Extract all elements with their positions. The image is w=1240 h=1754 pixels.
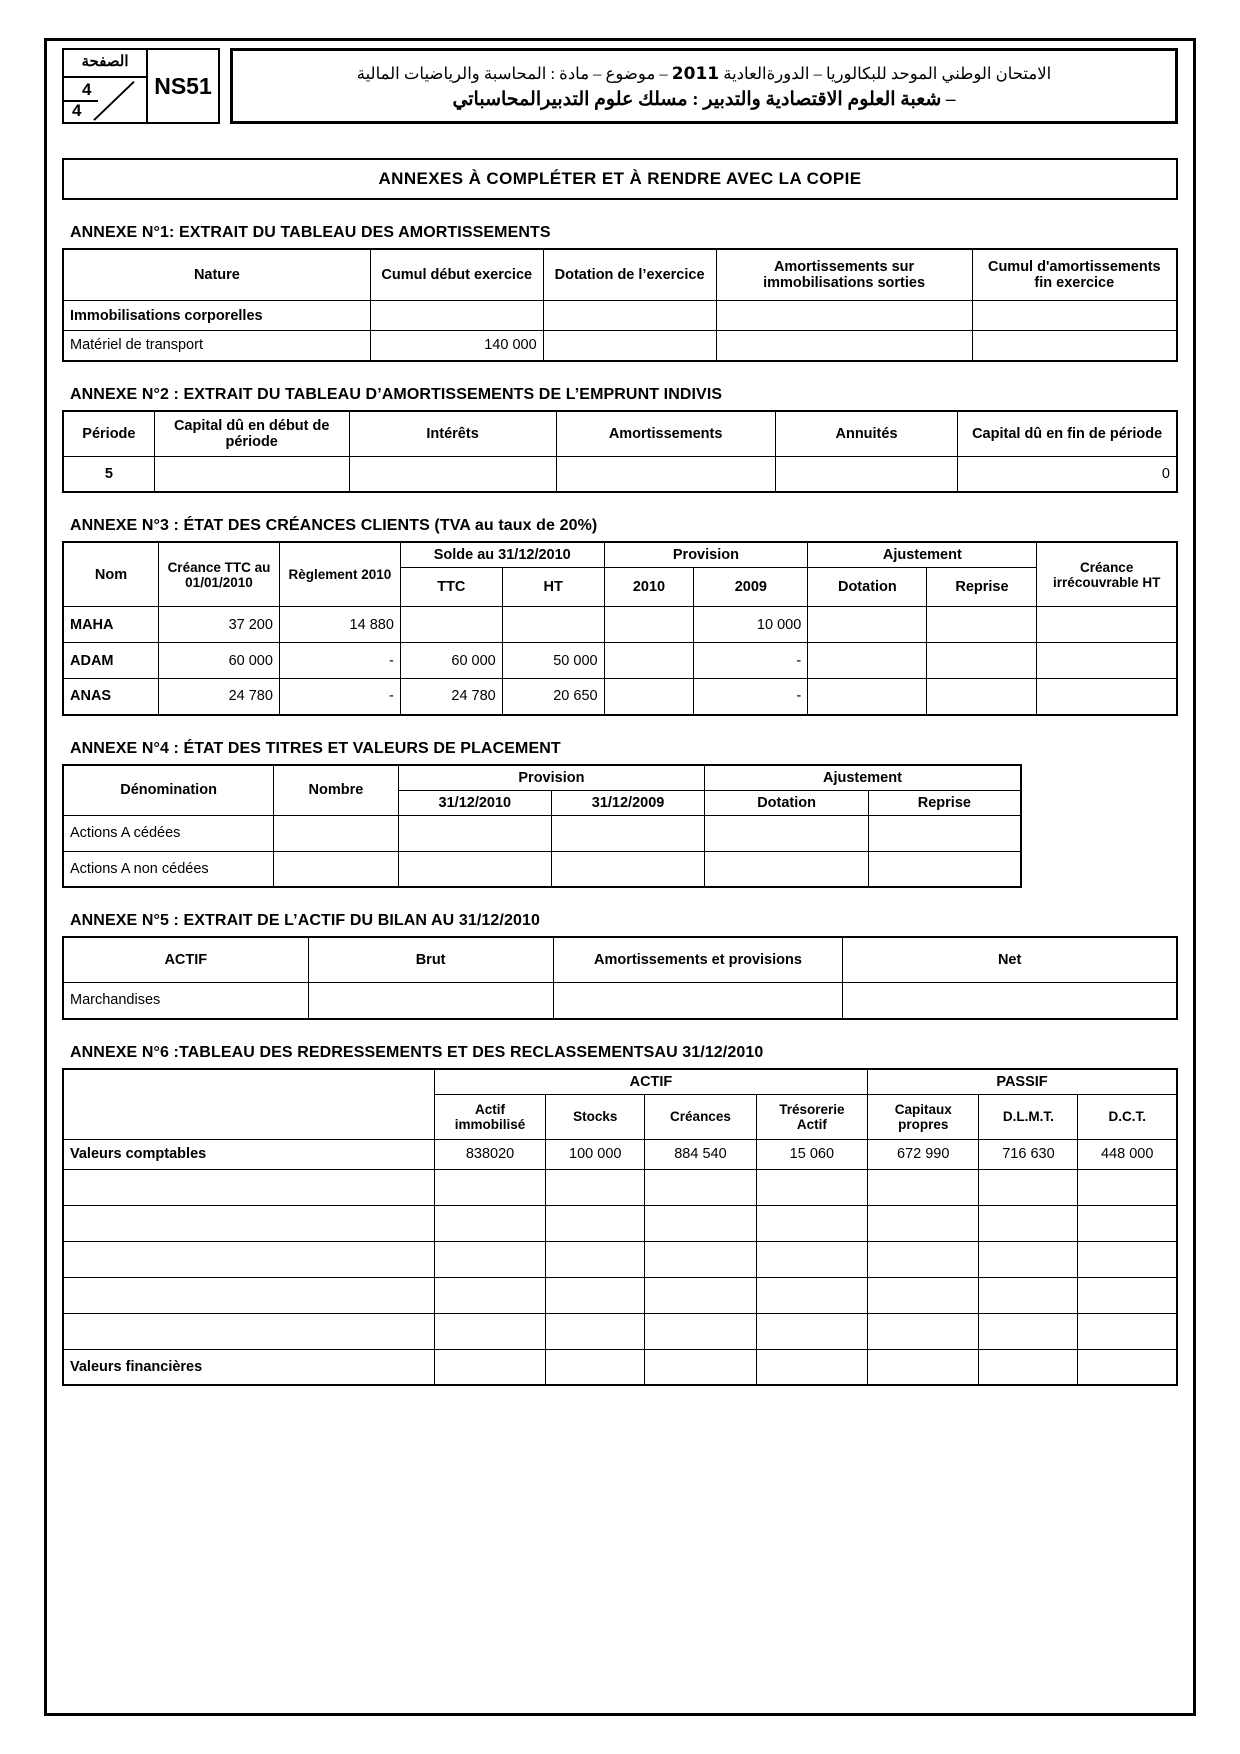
annex6-table	[62, 1068, 1178, 1387]
annex3-row2-dotation[interactable]	[808, 679, 927, 715]
annex6-row2-label[interactable]	[63, 1205, 434, 1241]
annex3-col-dotation: Dotation	[808, 568, 927, 607]
annex5-row0-brut[interactable]	[308, 983, 553, 1019]
annex2-row0-c4[interactable]	[775, 456, 958, 492]
annex6-row5-c5[interactable]	[979, 1313, 1078, 1349]
annex6-col-blank	[63, 1069, 434, 1140]
annex2-col-annuites: Annuités	[775, 411, 958, 457]
annex5-col-net: Net	[843, 937, 1177, 983]
annex3-col-ht: HT	[502, 568, 604, 607]
annex5-title: ANNEXE N°5 : EXTRAIT DE L’ACTIF DU BILAN AU 31/12/2010	[70, 912, 540, 929]
table-header-row	[63, 411, 1177, 457]
annex6-title: ANNEXE N°6 :TABLEAU DES REDRESSEMENTS ET DES RECLASSEMENTSAU 31/12/2010	[70, 1043, 764, 1061]
table-row	[63, 643, 1177, 679]
annex6-row4-c2[interactable]	[645, 1277, 756, 1313]
annex3-row0-ht[interactable]	[502, 607, 604, 643]
annex4-col-reprise: Reprise	[869, 790, 1021, 815]
annex6-row0-c4[interactable]: 672 990	[868, 1139, 979, 1169]
annex1-col-cumul-fin: Cumul d'amortissements fin exercice	[972, 249, 1177, 301]
table-header-row	[63, 765, 1021, 791]
annex6-row5-c1[interactable]	[546, 1313, 645, 1349]
page-current: 4	[82, 80, 92, 99]
annex6-row1-c3[interactable]	[756, 1169, 867, 1205]
annex6-row3-c5[interactable]	[979, 1241, 1078, 1277]
annex6-row3-c4[interactable]	[868, 1241, 979, 1277]
annex6-row6-c4[interactable]	[868, 1349, 979, 1385]
annex3-row2-creance[interactable]: 24 780	[158, 679, 279, 715]
annex1-col-cumul-debut: Cumul début exercice	[370, 249, 543, 301]
table-row	[63, 1349, 1177, 1385]
annex5-col-actif: ACTIF	[63, 937, 308, 983]
annex4-row0-reprise[interactable]	[869, 815, 1021, 851]
annex6-row1-c1[interactable]	[546, 1169, 645, 1205]
annex6-row0-c0[interactable]: 838020	[434, 1139, 545, 1169]
annex1-row1-nature: Matériel de transport	[63, 331, 370, 361]
annex3-row2-p2010[interactable]	[604, 679, 694, 715]
table-row	[63, 1313, 1177, 1349]
annex3-row0-reglement[interactable]: 14 880	[279, 607, 400, 643]
annex6-row4-c4[interactable]	[868, 1277, 979, 1313]
annex6-row0-label: Valeurs comptables	[63, 1139, 434, 1169]
annex5-col-brut: Brut	[308, 937, 553, 983]
annex3-row1-p2009[interactable]: -	[694, 643, 808, 679]
annex6-row0-c1[interactable]: 100 000	[546, 1139, 645, 1169]
annex6-row0-c6[interactable]: 448 000	[1078, 1139, 1177, 1169]
table-row	[63, 679, 1177, 715]
page-fraction	[64, 78, 146, 122]
annex4-row0-prov2009[interactable]	[551, 815, 704, 851]
annex6-row1-c4[interactable]	[868, 1169, 979, 1205]
annex2-col-amortissements: Amortissements	[556, 411, 775, 457]
annex3-col-2010: 2010	[604, 568, 694, 607]
annex2-row0-c3[interactable]	[556, 456, 775, 492]
table-row	[63, 331, 1177, 361]
annex6-row1-c6[interactable]	[1078, 1169, 1177, 1205]
annex3-col-solde: Solde au 31/12/2010	[400, 542, 604, 568]
annex6-row2-c4[interactable]	[868, 1205, 979, 1241]
annex3-row1-ttc[interactable]: 60 000	[400, 643, 502, 679]
annex3-row1-creance[interactable]: 60 000	[158, 643, 279, 679]
exam-year: 2011	[671, 63, 720, 84]
annex1-table	[62, 248, 1178, 362]
annex6-col-dlmt: D.L.M.T.	[979, 1094, 1078, 1139]
page-number-box	[62, 48, 148, 124]
annex2-col-interets: Intérêts	[349, 411, 556, 457]
annex6-group-passif: PASSIF	[868, 1069, 1177, 1095]
annex6-row0-c5[interactable]: 716 630	[979, 1139, 1078, 1169]
annex5-col-amort-prov: Amortissements et provisions	[553, 937, 843, 983]
table-row	[63, 607, 1177, 643]
document-header	[62, 48, 1178, 124]
annex3-row0-reprise[interactable]	[927, 607, 1037, 643]
annex1-col-nature: Nature	[63, 249, 370, 301]
annex5-table	[62, 936, 1178, 1020]
annex3-col-reglement: Règlement 2010	[279, 542, 400, 607]
annex6-row6-c6[interactable]	[1078, 1349, 1177, 1385]
table-row	[63, 815, 1021, 851]
annex4-row1-dotation[interactable]	[705, 851, 869, 887]
annex4-title: ANNEXE N°4 : ÉTAT DES TITRES ET VALEURS DE PLACEMENT	[70, 739, 561, 757]
annex3-col-reprise: Reprise	[927, 568, 1037, 607]
table-row	[63, 1241, 1177, 1277]
annex6-row1-c0[interactable]	[434, 1169, 545, 1205]
annex6-row2-c3[interactable]	[756, 1205, 867, 1241]
annex3-row1-dotation[interactable]	[808, 643, 927, 679]
annex4-row0-prov2010[interactable]	[398, 815, 551, 851]
annex4-col-provision: Provision	[398, 765, 704, 791]
annex6-row2-c5[interactable]	[979, 1205, 1078, 1241]
annex2-col-capital-debut: Capital dû en début de période	[154, 411, 349, 457]
annex6-row1-label[interactable]	[63, 1169, 434, 1205]
annex4-col-nombre: Nombre	[274, 765, 399, 816]
table-row	[63, 1277, 1177, 1313]
annex6-row4-c1[interactable]	[546, 1277, 645, 1313]
annex5-row0-amort[interactable]	[553, 983, 843, 1019]
annex6-row3-c0[interactable]	[434, 1241, 545, 1277]
annex3-col-creance-ttc: Créance TTC au 01/01/2010	[158, 542, 279, 607]
annex4-table	[62, 764, 1022, 889]
annex6-row4-label[interactable]	[63, 1277, 434, 1313]
annex2-row0-c1[interactable]	[154, 456, 349, 492]
annex4-col-denomination: Dénomination	[63, 765, 274, 816]
annex4-col-31122010: 31/12/2010	[398, 790, 551, 815]
annexes-banner: ANNEXES À COMPLÉTER ET À RENDRE AVEC LA COPIE	[62, 158, 1178, 200]
exam-code: NS51	[148, 48, 220, 124]
annex6-row1-c2[interactable]	[645, 1169, 756, 1205]
annex3-table	[62, 541, 1178, 716]
annex6-row0-c3[interactable]: 15 060	[756, 1139, 867, 1169]
annex3-row2-irrec[interactable]	[1037, 679, 1177, 715]
annex6-row1-c5[interactable]	[979, 1169, 1078, 1205]
annex3-row2-p2009[interactable]: -	[694, 679, 808, 715]
annex6-col-tresorerie-actif: Trésorerie Actif	[756, 1094, 867, 1139]
annex6-row4-c5[interactable]	[979, 1277, 1078, 1313]
annex1-row1-c2[interactable]	[543, 331, 716, 361]
annex6-row5-c6[interactable]	[1078, 1313, 1177, 1349]
annex4-row1-prov2009[interactable]	[551, 851, 704, 887]
annex6-row3-c2[interactable]	[645, 1241, 756, 1277]
annex1-row1-c4[interactable]	[972, 331, 1177, 361]
annex4-row1-prov2010[interactable]	[398, 851, 551, 887]
annex3-row2-reglement[interactable]: -	[279, 679, 400, 715]
table-row	[63, 456, 1177, 492]
annex6-row4-c6[interactable]	[1078, 1277, 1177, 1313]
annex4-col-ajustement: Ajustement	[705, 765, 1021, 791]
annex2-row0-periode: 5	[63, 456, 154, 492]
annex6-row2-c0[interactable]	[434, 1205, 545, 1241]
annex3-title: ANNEXE N°3 : ÉTAT DES CRÉANCES CLIENTS (TVA au taux de 20%)	[70, 517, 598, 534]
annex6-row6-c5[interactable]	[979, 1349, 1078, 1385]
table-row	[63, 1169, 1177, 1205]
page-label: الصفحة	[64, 50, 146, 78]
annex3-row2-nom: ANAS	[63, 679, 158, 715]
annex6-row5-c3[interactable]	[756, 1313, 867, 1349]
annex3-row0-p2010[interactable]	[604, 607, 694, 643]
annex1-col-dotation: Dotation de l’exercice	[543, 249, 716, 301]
annex4-row1-nombre[interactable]	[274, 851, 399, 887]
annex1-row0-c3[interactable]	[716, 301, 972, 331]
annex5-row0-label: Marchandises	[63, 983, 308, 1019]
annex3-row2-ht[interactable]: 20 650	[502, 679, 604, 715]
annex4-row0-label: Actions A cédées	[63, 815, 274, 851]
exam-title-line2: – شعبة العلوم الاقتصادية والتدبير : مسلك علوم التدبيرالمحاسباتي	[452, 88, 956, 110]
annex6-col-actif-immobilise: Actif immobilisé	[434, 1094, 545, 1139]
annex3-row1-ht[interactable]: 50 000	[502, 643, 604, 679]
annex6-group-actif: ACTIF	[434, 1069, 867, 1095]
annex6-row3-c3[interactable]	[756, 1241, 867, 1277]
annex2-row0-c2[interactable]	[349, 456, 556, 492]
annex3-row1-reglement[interactable]: -	[279, 643, 400, 679]
annex1-row0-c4[interactable]	[972, 301, 1177, 331]
table-header-row	[63, 1069, 1177, 1095]
table-row	[63, 1139, 1177, 1169]
annex1-row1-c1[interactable]: 140 000	[370, 331, 543, 361]
annex1-row1-c3[interactable]	[716, 331, 972, 361]
annex6-row6-c3[interactable]	[756, 1349, 867, 1385]
annex2-col-capital-fin: Capital dû en fin de période	[958, 411, 1177, 457]
annex6-row0-c2[interactable]: 884 540	[645, 1139, 756, 1169]
annex4-col-31122009: 31/12/2009	[551, 790, 704, 815]
exam-title-box	[230, 48, 1178, 124]
annex4-row1-reprise[interactable]	[869, 851, 1021, 887]
table-row	[63, 851, 1021, 887]
annex6-row4-c0[interactable]	[434, 1277, 545, 1313]
annex6-row6-c0[interactable]	[434, 1349, 545, 1385]
annex3-row2-reprise[interactable]	[927, 679, 1037, 715]
table-header-row	[63, 937, 1177, 983]
annex1-col-amort-sorties: Amortissements sur immobilisations sorties	[716, 249, 972, 301]
annex6-row2-c6[interactable]	[1078, 1205, 1177, 1241]
annex3-row1-irrec[interactable]	[1037, 643, 1177, 679]
exam-title-suffix: – موضوع – مادة : المحاسبة والرياضيات المالية	[356, 63, 668, 83]
annex1-row0-c1[interactable]	[370, 301, 543, 331]
table-header-row	[63, 249, 1177, 301]
exam-title-prefix: الامتحان الوطني الموحد للبكالوريا – الدورةالعادية	[723, 63, 1052, 83]
annex3-col-nom: Nom	[63, 542, 158, 607]
annex3-row1-reprise[interactable]	[927, 643, 1037, 679]
annex6-row4-c3[interactable]	[756, 1277, 867, 1313]
annex6-row3-c6[interactable]	[1078, 1241, 1177, 1277]
annex3-col-ajustement: Ajustement	[808, 542, 1037, 568]
annex6-row6-c1[interactable]	[546, 1349, 645, 1385]
annex6-col-capitaux-propres: Capitaux propres	[868, 1094, 979, 1139]
table-row	[63, 301, 1177, 331]
exam-title-line1	[243, 64, 1165, 84]
annex1-title: ANNEXE N°1: EXTRAIT DU TABLEAU DES AMORTISSEMENTS	[70, 224, 551, 241]
annex3-col-ttc: TTC	[400, 568, 502, 607]
annex3-row0-dotation[interactable]	[808, 607, 927, 643]
annex2-row0-c5[interactable]: 0	[958, 456, 1177, 492]
page-total: 4	[72, 101, 82, 120]
annex6-row6-label: Valeurs financières	[63, 1349, 434, 1385]
annex3-row2-ttc[interactable]: 24 780	[400, 679, 502, 715]
annex3-col-irrecouvrable: Créance irrécouvrable HT	[1037, 542, 1177, 607]
annex6-row3-c1[interactable]	[546, 1241, 645, 1277]
annex6-col-creances: Créances	[645, 1094, 756, 1139]
annex5-row0-net[interactable]	[843, 983, 1177, 1019]
annex1-row0-nature: Immobilisations corporelles	[63, 301, 370, 331]
annex2-col-periode: Période	[63, 411, 154, 457]
annex6-col-stocks: Stocks	[546, 1094, 645, 1139]
annex6-row5-c0[interactable]	[434, 1313, 545, 1349]
annex6-row2-c1[interactable]	[546, 1205, 645, 1241]
annex6-row5-c2[interactable]	[645, 1313, 756, 1349]
annex3-row0-p2009[interactable]: 10 000	[694, 607, 808, 643]
annex6-row5-label[interactable]	[63, 1313, 434, 1349]
annex3-col-2009: 2009	[694, 568, 808, 607]
annex6-row5-c4[interactable]	[868, 1313, 979, 1349]
annex1-row0-c2[interactable]	[543, 301, 716, 331]
annex6-row6-c2[interactable]	[645, 1349, 756, 1385]
annex4-col-dotation: Dotation	[705, 790, 869, 815]
annex4-row1-label: Actions A non cédées	[63, 851, 274, 887]
annex4-row0-dotation[interactable]	[705, 815, 869, 851]
annex3-row1-p2010[interactable]	[604, 643, 694, 679]
annex3-row1-nom: ADAM	[63, 643, 158, 679]
annex2-title: ANNEXE N°2 : EXTRAIT DU TABLEAU D’AMORTISSEMENTS DE L’EMPRUNT INDIVIS	[70, 385, 723, 403]
diagonal-slash-icon	[64, 78, 146, 122]
annex3-row0-irrec[interactable]	[1037, 607, 1177, 643]
annex3-row0-creance[interactable]: 37 200	[158, 607, 279, 643]
annex2-table	[62, 410, 1178, 494]
annex3-row0-ttc[interactable]	[400, 607, 502, 643]
annex6-row3-label[interactable]	[63, 1241, 434, 1277]
annex3-row0-nom: MAHA	[63, 607, 158, 643]
annex6-col-dct: D.C.T.	[1078, 1094, 1177, 1139]
annex4-row0-nombre[interactable]	[274, 815, 399, 851]
table-row	[63, 983, 1177, 1019]
annex6-row2-c2[interactable]	[645, 1205, 756, 1241]
table-row	[63, 1205, 1177, 1241]
annex3-col-provision: Provision	[604, 542, 808, 568]
table-header-row	[63, 542, 1177, 568]
